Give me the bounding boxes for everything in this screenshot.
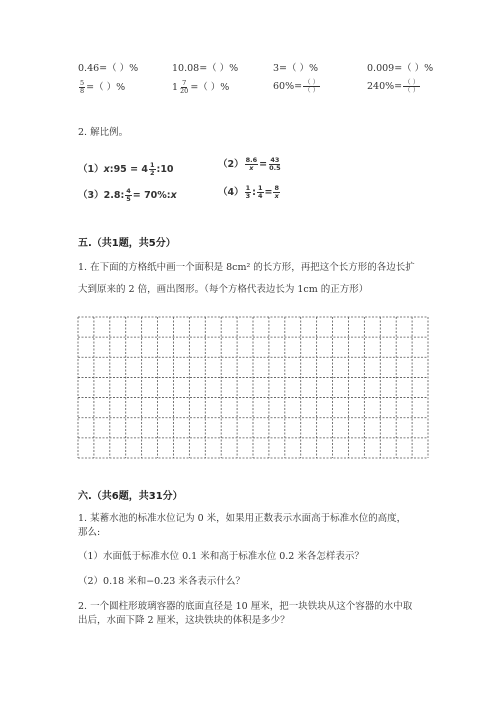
conversion-item: $\frac{5}{8}$ =（ ）% <box>80 79 126 95</box>
question-text: 1. 在下面的方格纸中画一个面积是 8cm² 的长方形，再把这个长方形的各边长扩 <box>78 262 415 273</box>
fraction: $\frac{5}{8}$ <box>80 79 85 95</box>
fraction: $\frac{7}{20}$ <box>180 79 189 95</box>
fraction: $\frac{( )}{( )}$ <box>404 78 420 94</box>
question-text: 1. 某蓄水池的标准水位记为 0 米，如果用正数表示水面高于标准水位的高度， <box>78 513 407 524</box>
sub-question: （2）0.18 米和−0.23 米各表示什么？ <box>78 576 245 587</box>
conversion-item: 60%= $\frac{( )}{( )}$ <box>273 78 320 94</box>
question-text: 大到原来的 2 倍，画出图形。（每个方格代表边长为 1cm 的正方形） <box>78 284 369 295</box>
question-text: 那么: <box>78 527 101 538</box>
sub-question: （1）水面低于标准水位 0.1 米和高于标准水位 0.2 米各怎样表示？ <box>78 551 364 562</box>
proportion-1: （1）x:95 = 4 $\frac{1}{2}$ :10 <box>78 161 174 177</box>
question-title: 2. 解比例。 <box>78 127 129 138</box>
fraction: $\frac{( )}{( )}$ <box>304 78 320 94</box>
proportion-2: （2） $\frac{8.6}{x}$ = $\frac{43}{0.5}$ <box>218 156 281 172</box>
question-text: 2. 一个圆柱形玻璃容器的底面直径是 10 厘米，把一块铁块从这个容器的水中取 <box>78 601 413 612</box>
section-heading: 六.（共6题，共31分） <box>78 491 183 502</box>
conversion-item: 10.08=（ ）% <box>172 63 239 74</box>
proportion-3: （3）2.8: $\frac{4}{5}$ = 70%:x <box>78 187 177 203</box>
grid-paper[interactable] <box>77 316 429 460</box>
conversion-item: 3=（ ）% <box>273 63 319 74</box>
section-heading: 五.（共1题，共5分） <box>78 238 176 249</box>
conversion-item: 1 $\frac{7}{20}$ =（ ）% <box>172 79 230 95</box>
conversion-item: 0.009=（ ）% <box>367 63 434 74</box>
proportion-4: （4） $\frac{1}{3}$ : $\frac{1}{4}$ = $\frac{8}{x}$ <box>218 184 279 200</box>
question-text: 出后，水面下降 2 厘米，这块铁块的体积是多少？ <box>78 615 290 626</box>
conversion-item: 0.46=（ ）% <box>78 63 139 74</box>
conversion-item: 240%= $\frac{( )}{( )}$ <box>367 78 420 94</box>
